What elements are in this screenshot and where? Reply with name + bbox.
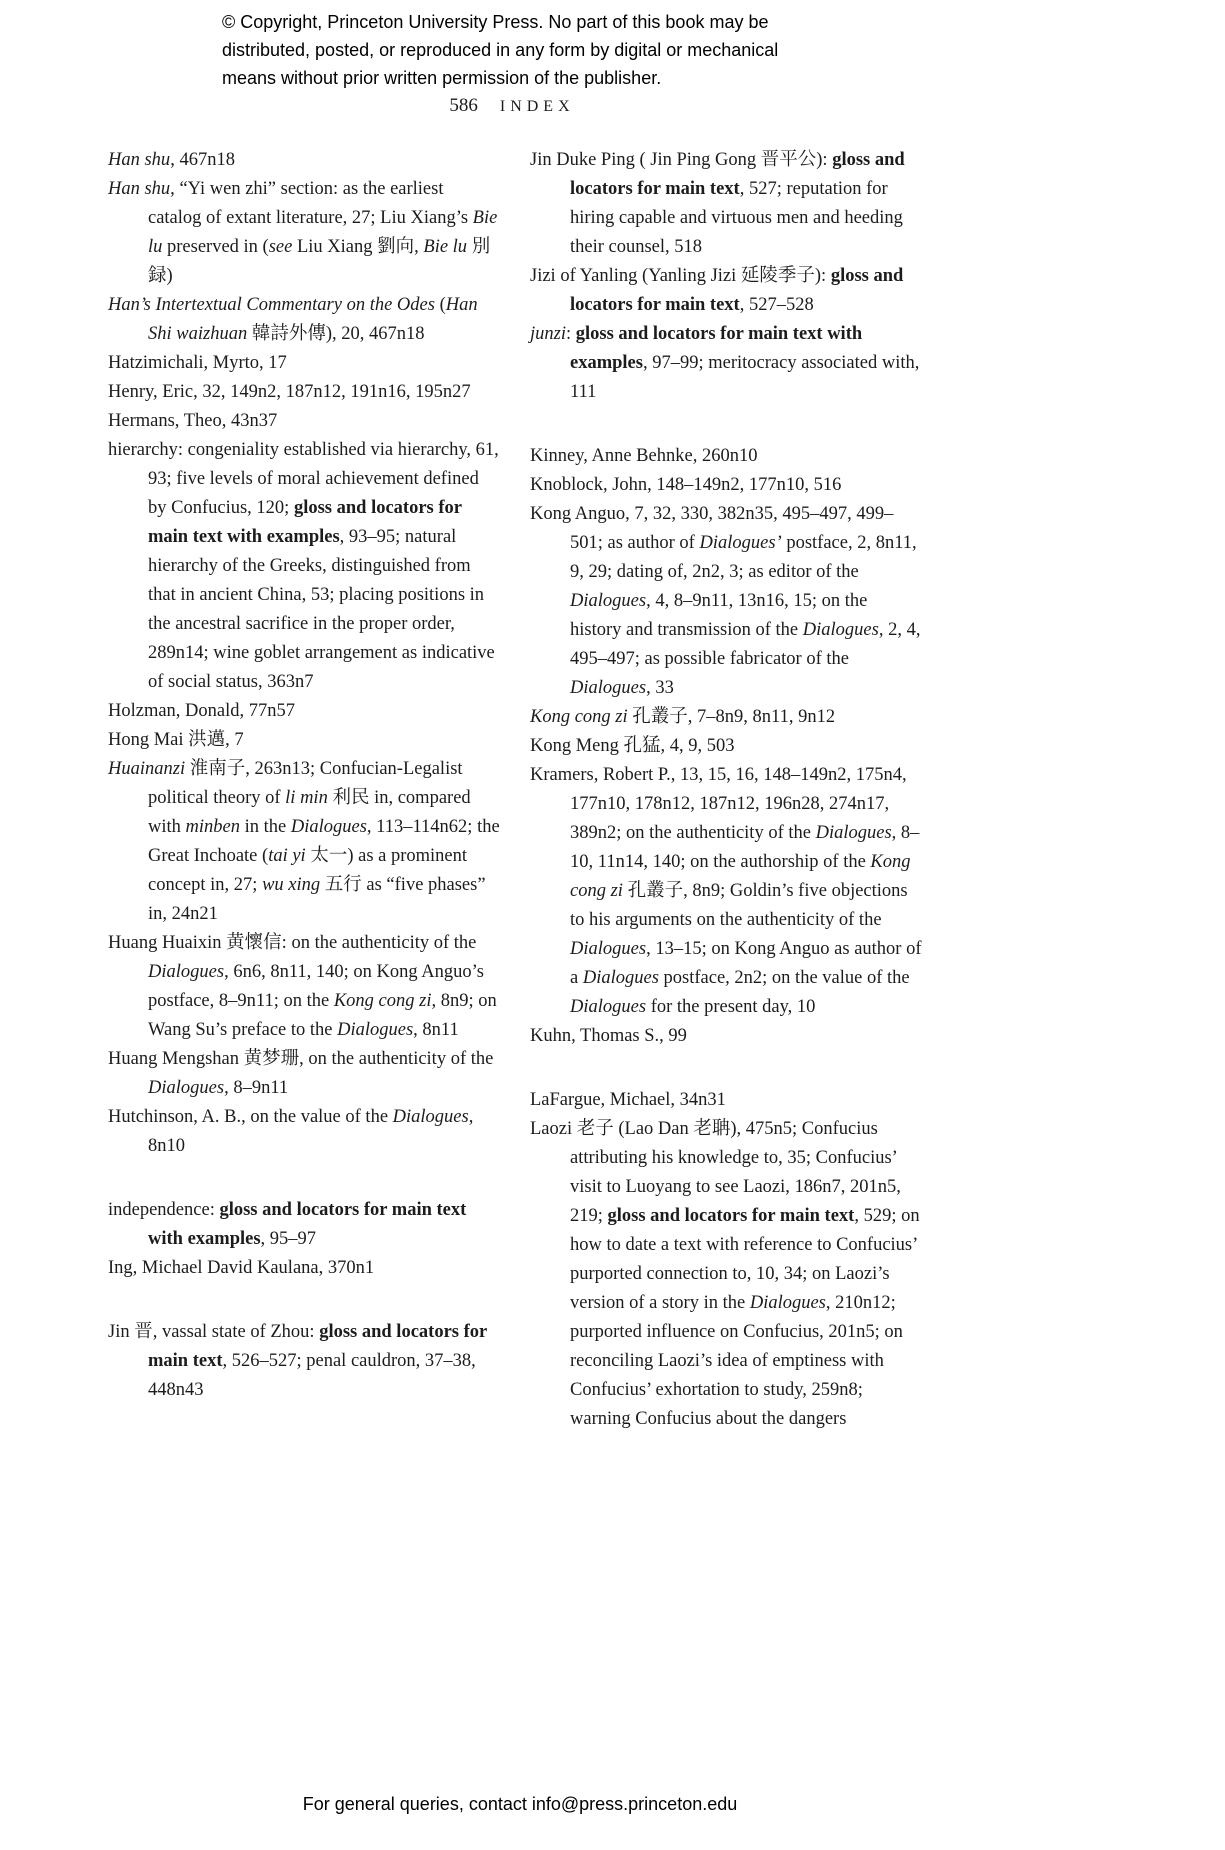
- index-entry-segment: Kong Anguo, 7, 32, 330, 382n35, 495–497, 499–501; as author of: [530, 504, 894, 553]
- index-entry: [108, 378, 500, 407]
- index-entry: [108, 697, 500, 726]
- index-right-column: [530, 146, 922, 1434]
- index-entry-segment: Kramers, Robert P., 13, 15, 16, 148–149n2, 175n4, 177n10, 178n12, 187n12, 196n28, 274n17, 389n2; on the authenticity of the: [530, 765, 907, 843]
- index-entry-segment: Jin Duke Ping ( Jin Ping Gong 晋平公):: [530, 150, 833, 170]
- index-entry-segment: 孔叢子, 8n9; Goldin’s five objections to his arguments on the authenticity of the: [570, 881, 908, 930]
- index-entry-segment: Hatzimichali, Myrto, 17: [108, 353, 287, 373]
- index-entry-segment: wu xing: [262, 875, 321, 895]
- index-entry: [108, 726, 500, 755]
- index-entry-segment: , 2, 4, 495–497; as possible fabricator of the: [570, 620, 921, 669]
- index-entry-segment: Hutchinson, A. B., on the value of the: [108, 1107, 393, 1127]
- index-entry-segment: Dialogues: [570, 997, 647, 1017]
- index-entry-segment: gloss and locators for main text with examples: [148, 1200, 467, 1249]
- index-entry-segment: , 526–527; penal cauldron, 37–38, 448n43: [148, 1351, 476, 1400]
- index-entry-segment: Bie lu: [423, 237, 468, 257]
- index-entry: [108, 349, 500, 378]
- index-entry-segment: Liu Xiang 劉向,: [292, 237, 424, 257]
- index-entry-segment: Kong cong zi: [530, 707, 628, 727]
- index-entry-segment: Han shu: [108, 150, 171, 170]
- index-entry: [108, 929, 500, 1045]
- index-entry-segment: Dialogues: [802, 620, 879, 640]
- index-entry-segment: Knoblock, John, 148–149n2, 177n10, 516: [530, 475, 842, 495]
- page-number: 586: [449, 95, 478, 116]
- index-entry-segment: Han’s Intertextual Commentary on the Odes: [108, 295, 435, 315]
- index-entry: [108, 1103, 500, 1161]
- index-entry-segment: Kinney, Anne Behnke, 260n10: [530, 446, 758, 466]
- index-entry-segment: Dialogues: [148, 1078, 225, 1098]
- index-entry-segment: Huang Mengshan 黄梦珊, on the authenticity of the: [108, 1049, 494, 1069]
- index-entry-segment: , 8–9n11: [224, 1078, 289, 1098]
- index-entry: [530, 761, 922, 1022]
- index-entry-segment: LaFargue, Michael, 34n31: [530, 1090, 726, 1110]
- index-entry-segment: 淮南子, 263n13; Confucian-Legalist political theory of: [148, 759, 463, 808]
- index-entry-segment: , 6n6, 8n11, 140; on Kong Anguo’s postface, 8–9n11; on the: [148, 962, 484, 1011]
- index-entry-segment: Dialogues: [337, 1020, 414, 1040]
- index-entry-segment: Ing, Michael David Kaulana, 370n1: [108, 1258, 375, 1278]
- index-entry-segment: , 8n11: [413, 1020, 459, 1040]
- index-entry-segment: Huainanzi: [108, 759, 186, 779]
- index-entry-segment: Dialogues: [392, 1107, 469, 1127]
- index-entry-segment: , 113–114n62; the Great Inchoate (: [148, 817, 500, 866]
- index-entry-segment: gloss and locators for main text: [607, 1206, 855, 1226]
- index-entry-segment: preserved in (: [162, 237, 269, 257]
- index-entry-segment: Kong cong zi,: [333, 991, 437, 1011]
- index-entry: [530, 471, 922, 500]
- index-entry-segment: , 527–528: [739, 295, 814, 315]
- index-entry-segment: Hermans, Theo, 43n37: [108, 411, 278, 431]
- index-entry-segment: Han Shi waizhuan: [148, 295, 478, 344]
- index-entry-segment: postface, 2, 8n11, 9, 29; dating of, 2n2, 3; as editor of the: [570, 533, 917, 582]
- index-entry-segment: , 97–99; meritocracy associated with, 111: [570, 353, 920, 402]
- index-entry-segment: Hong Mai 洪邁, 7: [108, 730, 244, 750]
- index-entry-segment: Bie lu: [148, 208, 498, 257]
- index-entry-segment: gloss and locators for main text: [570, 266, 904, 315]
- index-entry-segment: 8n9; on Wang Su’s preface to the: [148, 991, 497, 1040]
- index-entry-segment: Dialogues: [582, 968, 659, 988]
- index-entry-segment: Laozi 老子 (Lao Dan 老聃), 475n5; Confucius attributing his knowledge to, 35; Confucius’ visit to Luoyang to see Laozi, 186n7, 201n5, 219;: [530, 1119, 901, 1226]
- index-entry-segment: 太一) as a prominent concept in, 27;: [148, 846, 468, 895]
- index-entry-segment: Han shu,: [108, 179, 175, 199]
- index-entry-segment: “Yi wen zhi” section: as the earliest catalog of extant literature, 27; Liu Xiang’s: [148, 179, 473, 228]
- index-entry-segment: Kong cong zi: [570, 852, 911, 901]
- index-entry-segment: Dialogues’: [699, 533, 782, 553]
- index-entry: [108, 436, 500, 697]
- index-entry-segment: Jin 晋, vassal state of Zhou:: [108, 1322, 320, 1342]
- index-entry-segment: , 8n10: [148, 1107, 474, 1156]
- index-entry: [108, 1318, 500, 1405]
- index-entry-segment: minben: [185, 817, 240, 837]
- index-entry-segment: 韓詩外傳), 20, 467n18: [247, 324, 425, 344]
- index-entry-segment: , 210n12; purported influence on Confucius, 201n5; on reconciling Laozi’s idea of emptiness with Confucius’ exhortation to study, 259n8; warning Confucius about the dangers: [570, 1293, 903, 1429]
- index-entry-segment: in the: [239, 817, 291, 837]
- index-entry: [108, 1045, 500, 1103]
- index-entry-segment: , 93–95; natural hierarchy of the Greeks, distinguished from that in ancient China, 53; placing positions in the ancestral sacrifice in the proper order, 289n14; wine goblet arrangement as indicative of social status, 363n7: [148, 527, 495, 692]
- index-entry-segment: Dialogues: [570, 678, 647, 698]
- index-entry-segment: independence:: [108, 1200, 220, 1220]
- index-entry-segment: , 527; reputation for hiring capable and virtuous men and heeding their counsel, 518: [570, 179, 903, 257]
- index-entry-segment: Dialogues: [749, 1293, 826, 1313]
- index-entry-segment: , 8–10, 11n14, 140; on the authorship of the: [570, 823, 920, 872]
- index-columns: [108, 146, 922, 1434]
- index-entry-segment: Dialogues: [570, 591, 647, 611]
- index-entry-segment: gloss and locators for main text with examples: [148, 498, 462, 547]
- index-entry-segment: gloss and locators for main text: [570, 150, 905, 199]
- section-title: INDEX: [499, 98, 575, 115]
- index-entry: [530, 442, 922, 471]
- index-entry: [530, 500, 922, 703]
- index-entry-segment: Dialogues: [815, 823, 892, 843]
- index-entry-segment: Henry, Eric, 32, 149n2, 187n12, 191n16, 195n27: [108, 382, 471, 402]
- index-entry: [530, 1115, 922, 1434]
- index-entry-segment: (: [434, 295, 446, 315]
- index-entry-segment: gloss and locators for main text: [148, 1322, 487, 1371]
- index-entry-segment: Holzman, Donald, 77n57: [108, 701, 296, 721]
- index-entry-segment: gloss and locators for main text with examples: [570, 324, 863, 373]
- index-entry-segment: , 95–97: [260, 1229, 317, 1249]
- index-entry-segment: tai yi: [268, 846, 306, 866]
- index-entry-segment: hierarchy: congeniality established via hierarchy, 61, 93; five levels of moral achievement defined by Confucius, 120;: [108, 440, 499, 518]
- index-entry-segment: li min: [285, 788, 328, 808]
- index-entry-segment: 五行 as “five phases” in, 24n21: [148, 875, 486, 924]
- index-entry-segment: 利民 in, compared with: [148, 788, 471, 837]
- index-entry: [530, 703, 922, 732]
- copyright-notice: © Copyright, Princeton University Press. No part of this book may be distributed, posted, or reproduced in any form by digital or mechanical means without prior written permission of the publisher.: [222, 12, 779, 88]
- index-entry-segment: 別録): [148, 237, 491, 286]
- index-entry-segment: , 529; on how to date a text with reference to Confucius’ purported connection to, 10, 34; on Laozi’s version of a story in the: [570, 1206, 920, 1313]
- index-entry: [530, 1086, 922, 1115]
- index-entry: [530, 320, 922, 407]
- index-entry: [108, 1254, 500, 1283]
- index-entry-segment: see: [268, 237, 293, 257]
- index-entry: [530, 146, 922, 262]
- index-entry-segment: Kuhn, Thomas S., 99: [530, 1026, 687, 1046]
- index-entry-segment: for the present day, 10: [646, 997, 816, 1017]
- index-entry-segment: Jizi of Yanling (Yanling Jizi 延陵季子):: [530, 266, 831, 286]
- index-entry: [108, 175, 500, 291]
- page-header: [108, 95, 916, 117]
- index-entry: [108, 755, 500, 929]
- index-entry-segment: postface, 2n2; on the value of the: [658, 968, 910, 988]
- index-entry-segment: :: [565, 324, 576, 344]
- index-entry-segment: Dialogues: [148, 962, 225, 982]
- index-entry-segment: Huang Huaixin 黄懷信: on the authenticity of the: [108, 933, 477, 953]
- index-entry-segment: junzi: [530, 324, 566, 344]
- index-left-column: [108, 146, 500, 1434]
- index-entry-segment: Dialogues: [570, 939, 647, 959]
- index-entry: [530, 732, 922, 761]
- index-entry: [108, 1196, 500, 1254]
- index-entry: [530, 1022, 922, 1051]
- index-entry-segment: , 13–15; on Kong Anguo as author of a: [570, 939, 922, 988]
- index-entry: [530, 262, 922, 320]
- index-entry-segment: , 33: [646, 678, 674, 698]
- index-entry-segment: Kong Meng 孔猛, 4, 9, 503: [530, 736, 735, 756]
- index-entry: [108, 407, 500, 436]
- index-entry-segment: , 467n18: [170, 150, 235, 170]
- index-entry: [108, 146, 500, 175]
- index-entry-segment: , 4, 8–9n11, 13n16, 15; on the history and transmission of the: [570, 591, 868, 640]
- footer-contact-line: For general queries, contact info@press.princeton.edu: [302, 1794, 738, 1814]
- index-entry-segment: Dialogues: [290, 817, 367, 837]
- index-entry: [108, 291, 500, 349]
- index-entry-segment: 孔叢子, 7–8n9, 8n11, 9n12: [627, 707, 836, 727]
